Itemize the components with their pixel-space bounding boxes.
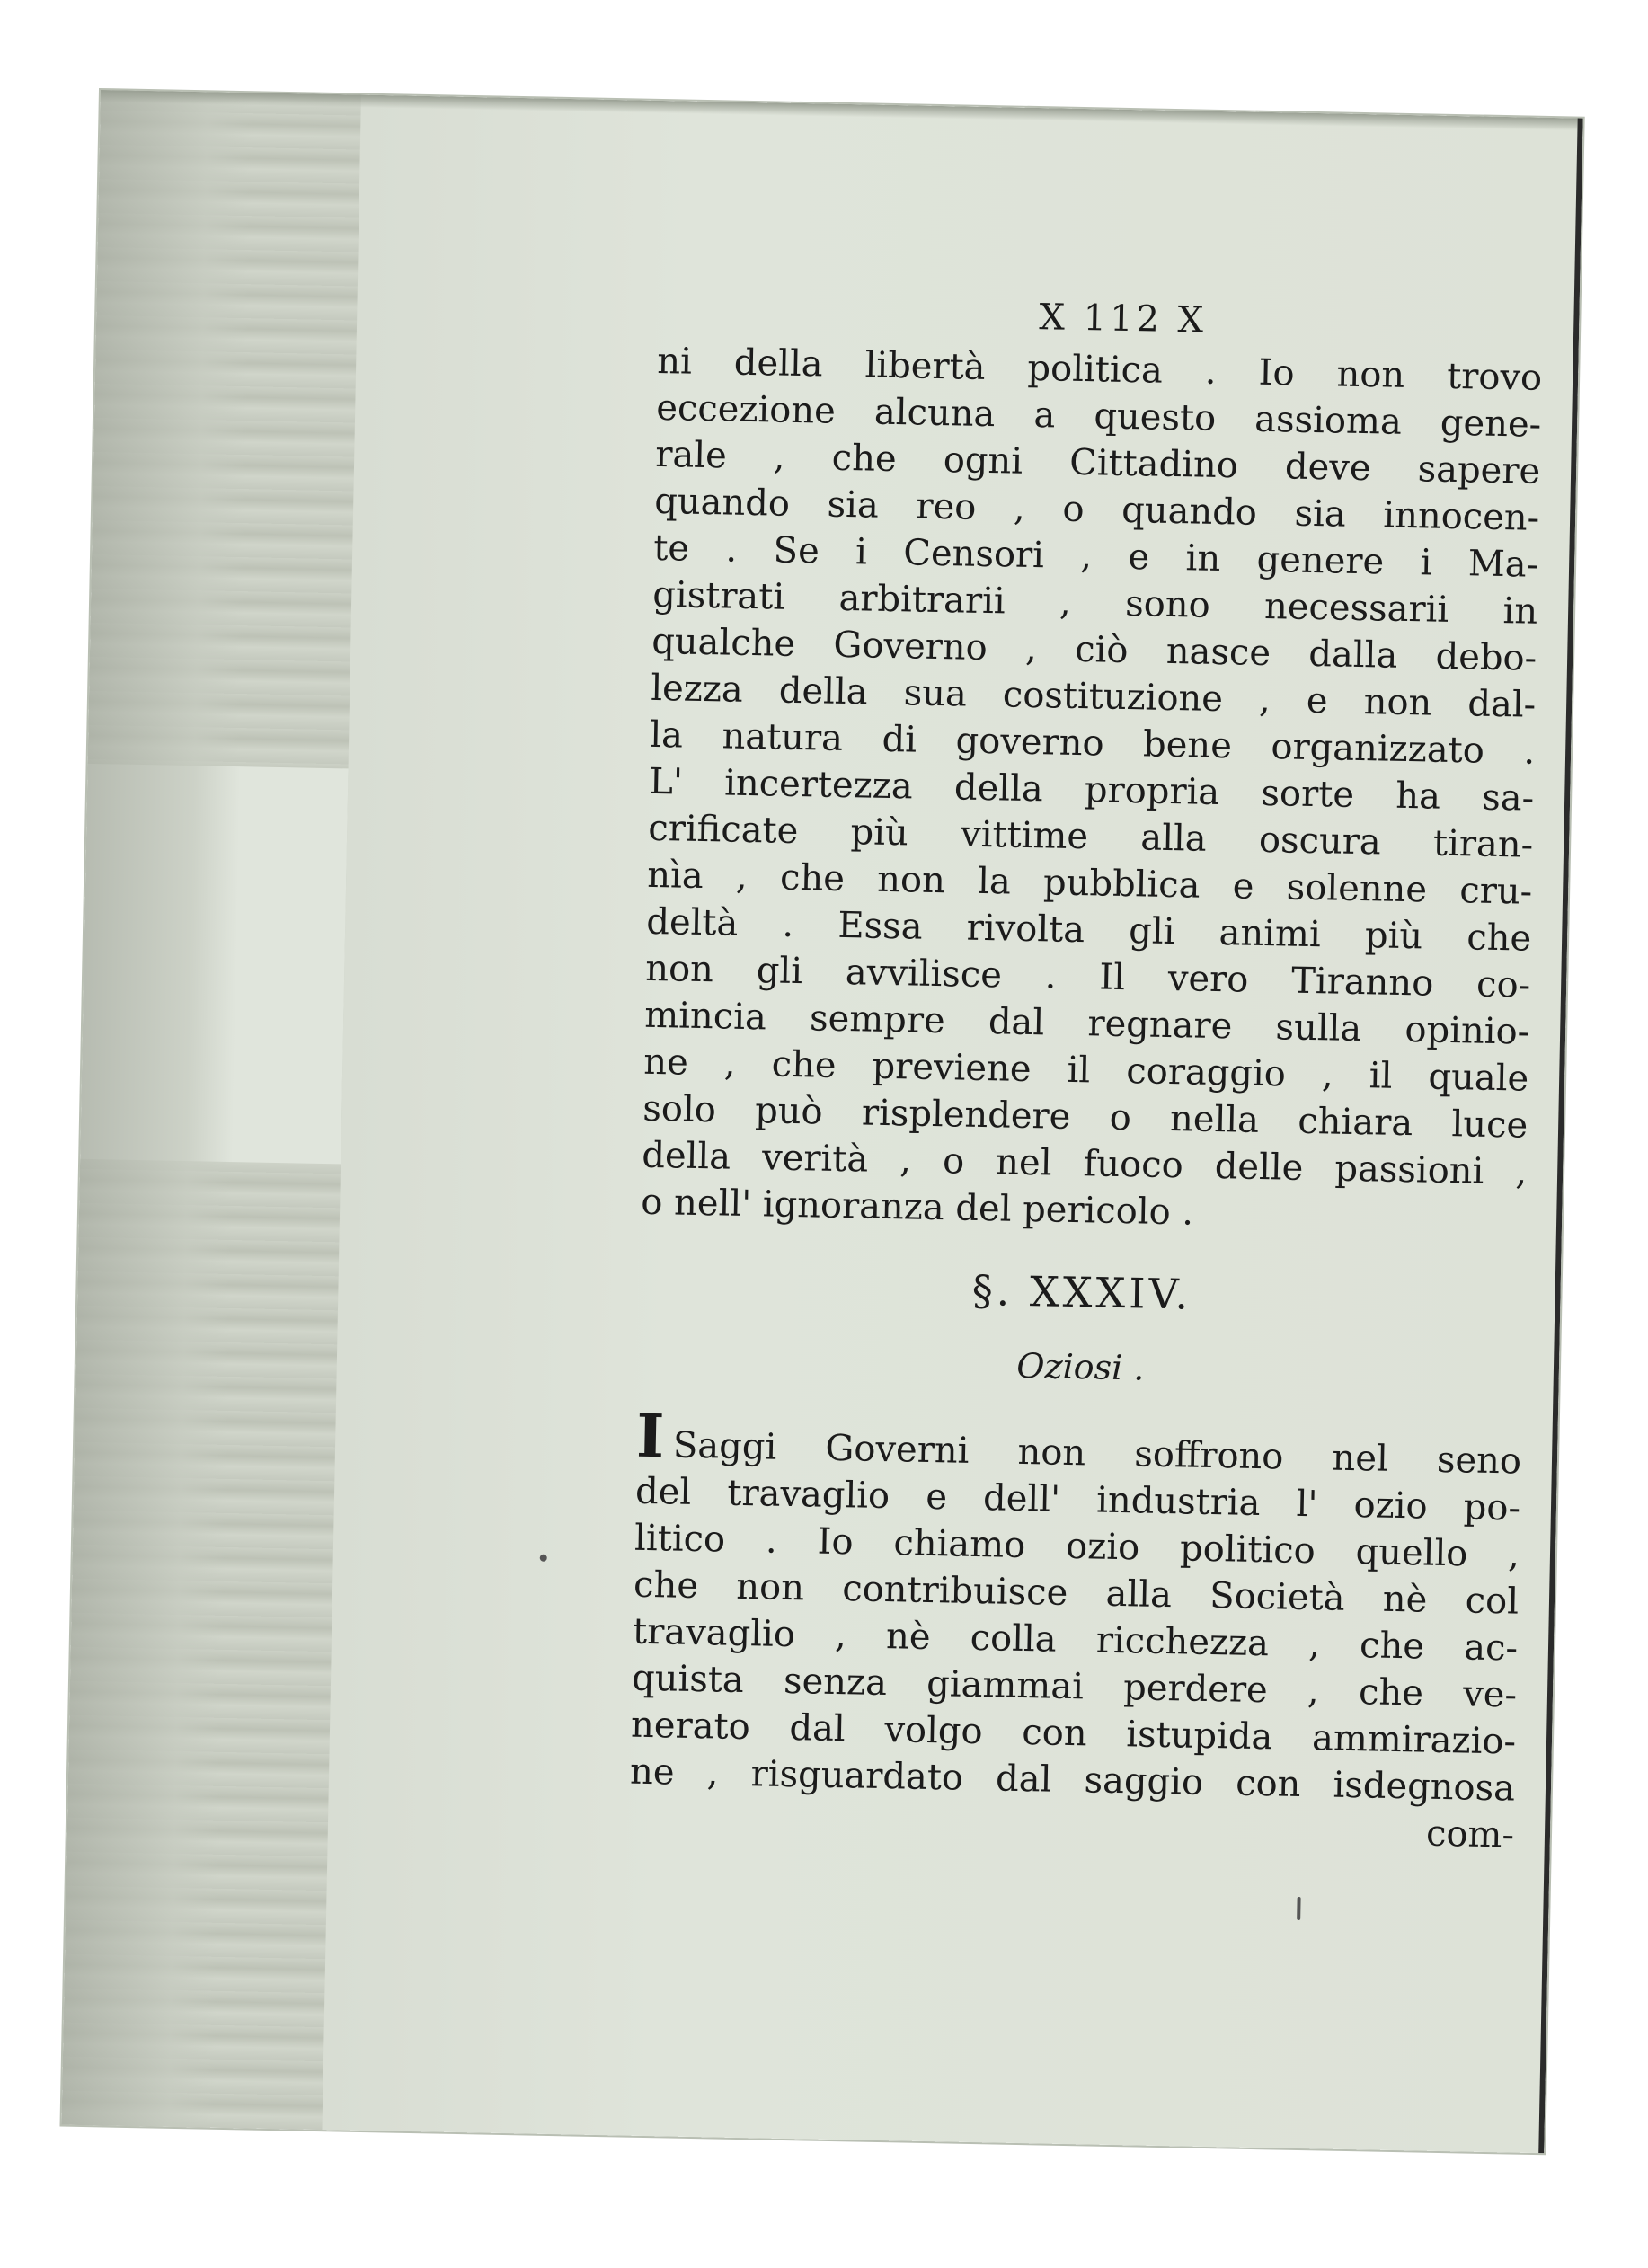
- text-line: gistrati arbitrarii , sono necessarii in: [651, 573, 1538, 633]
- text-line: crificate più vittime alla oscura tiran-: [647, 807, 1534, 866]
- page-text: [629, 289, 1544, 1859]
- text-line: deltà . Essa rivolta gli animi più che: [645, 900, 1532, 960]
- text-line: mincia sempre dal regnare sulla opinio-: [643, 994, 1530, 1053]
- text-line: eccezione alcuna a questo assioma gene-: [655, 386, 1542, 446]
- text-line: litico . Io chiamo ozio politico quello ,: [634, 1517, 1520, 1576]
- scanned-page: [62, 90, 1583, 2153]
- text-line: o nell' ignoranza del pericolo .: [640, 1181, 1194, 1234]
- text-line: travaglio , nè colla ricchezza , che ac-: [632, 1610, 1519, 1670]
- text-line: del travaglio e dell' industria l' ozio po-: [634, 1470, 1521, 1529]
- text-line: non gli avvilisce . Il vero Tiranno co-: [644, 947, 1531, 1006]
- paragraph-1: [641, 338, 1543, 1243]
- section-heading: §. XXXIV.: [971, 1265, 1192, 1319]
- text-line: L' incertezza della propria sorte ha sa-: [648, 760, 1535, 819]
- text-line: che non contribuisce alla Società nè col: [633, 1564, 1520, 1623]
- text-line: ne , che previene il coraggio , il quale: [642, 1041, 1529, 1100]
- text-line: nìa , che non la pubblica e solenne cru-: [646, 854, 1533, 913]
- drop-cap: I: [635, 1400, 665, 1472]
- catchword: com-: [1425, 1812, 1515, 1856]
- text-line: nerato dal volgo con istupida ammirazio-: [630, 1704, 1517, 1763]
- text-line: ni della libertà politica . Io non trovo: [656, 340, 1543, 399]
- paragraph-2: [629, 1400, 1522, 1859]
- text-line: quista senza giammai perdere , che ve-: [631, 1657, 1518, 1716]
- text-line: te . Se i Censori , e in genere i Ma-: [652, 527, 1539, 586]
- text-line: solo può risplendere o nella chiara luce: [642, 1087, 1528, 1147]
- text-line: quando sia reo , o quando sia innocen-: [653, 480, 1540, 539]
- text-line: la natura di governo bene organizzato .: [649, 713, 1536, 773]
- text-line-body: Saggi Governi non soffrono nel seno: [672, 1424, 1522, 1483]
- text-line: rale , che ogni Cittadino deve sapere: [654, 433, 1541, 492]
- text-line: qualche Governo , ciò nasce dalla debo-: [651, 620, 1537, 679]
- text-line: della verità , o nel fuoco delle passioni ,: [641, 1134, 1528, 1193]
- text-line: ne , risguardato dal saggio con isdegnosa: [629, 1750, 1516, 1810]
- section-subtitle: Oziosi .: [1015, 1345, 1145, 1388]
- page-number-header: X 112 X: [1039, 297, 1208, 341]
- ink-speck: [540, 1555, 547, 1562]
- ink-mark: [1297, 1897, 1300, 1920]
- right-edge-border: [1538, 119, 1582, 2154]
- text-line: lezza della sua costituzione , e non dal-: [650, 667, 1537, 726]
